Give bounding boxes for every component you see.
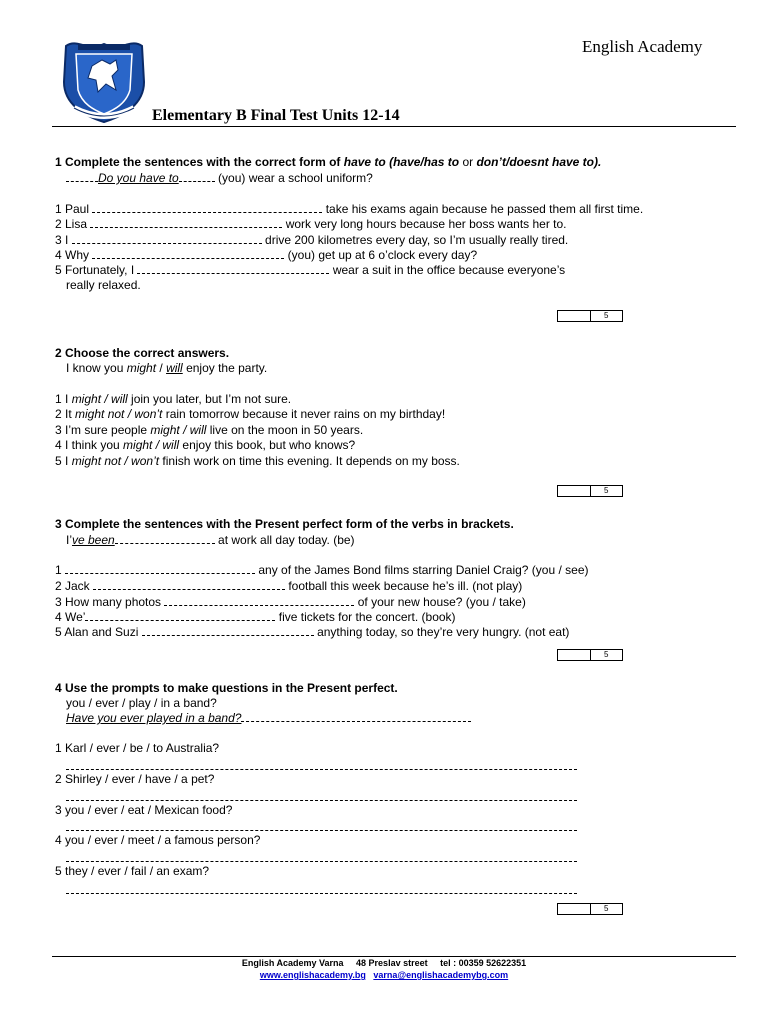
academy-logo [58,32,150,124]
section-1-item: 2 Lisa work very long hours because her boss wants her to. [55,217,567,231]
section-4-example-answer: Have you ever played in a band? [66,711,471,726]
section-2-item: 3 I’m sure people might / will live on the moon in 50 years. [55,423,364,437]
section-1-item: 4 Why (you) get up at 6 o’clock every day? [55,248,478,262]
section-4-prompt: 1 Karl / ever / be / to Australia? [55,741,220,755]
section-3-item: 5 Alan and Suzi anything today, so they’re very hungry. (not eat) [55,625,570,639]
answer-blank[interactable] [93,579,285,590]
section-4-prompt: 5 they / ever / fail / an exam? [55,864,210,878]
shield-crest-icon [58,32,150,124]
section-3-example: I’ve been at work all day today. (be) [66,533,355,547]
answer-blank[interactable] [142,625,314,636]
section-2-item: 4 I think you might / will enjoy this book, but who knows? [55,438,356,452]
answer-blank[interactable] [137,263,329,274]
section-3-item: 1 any of the James Bond films starring Daniel Craig? (you / see) [55,563,589,577]
header-rule [52,126,736,127]
academy-name: English Academy [582,37,703,56]
answer-blank[interactable] [92,248,284,259]
footer-address: English Academy Varna 48 Preslav street tel : 00359 52622351 [241,958,527,968]
section-1-item: 1 Paul take his exams again because he passed them all first time. [55,202,644,216]
answer-line[interactable] [66,830,577,831]
email-link[interactable]: varna@englishacademybg.com [373,970,509,980]
score-box[interactable]: 5 [557,903,623,915]
score-box[interactable]: 5 [557,310,623,322]
page-title: Elementary B Final Test Units 12-14 [152,107,400,124]
answer-line[interactable] [66,893,577,894]
website-link[interactable]: www.englishacademy.bg [259,970,366,980]
score-box[interactable]: 5 [557,485,623,497]
section-2-item: 1 I might / will join you later, but I’m not sure. [55,392,292,406]
section-1-example: Do you have to (you) wear a school uniform? [66,171,373,186]
choice-options[interactable]: might not / won’t [75,407,163,421]
section-4-prompt: 2 Shirley / ever / have / a pet? [55,772,215,786]
section-2-heading: 2 Choose the correct answers. [55,346,230,360]
section-1-item-cont: really relaxed. [66,278,141,292]
answer-blank[interactable] [85,610,275,621]
answer-blank[interactable] [92,202,322,213]
choice-options[interactable]: might / will [71,392,128,406]
footer-links [0,970,768,980]
section-3-item: 3 How many photos of your new house? (you / take) [55,595,526,609]
choice-options[interactable]: might not / won’t [71,454,160,468]
footer-rule [52,956,736,957]
section-4-prompt: 4 you / ever / meet / a famous person? [55,833,261,847]
choice-options[interactable]: might / will [123,438,180,452]
section-3-item: 2 Jack football this week because he’s ill. (not play) [55,579,523,593]
section-4-prompt: 3 you / ever / eat / Mexican food? [55,803,233,817]
score-box[interactable]: 5 [557,649,623,661]
choice-options[interactable]: might / will [150,423,207,437]
answer-blank[interactable] [72,233,262,244]
answer-blank[interactable] [65,563,255,574]
section-1-item: 3 I drive 200 kilometres every day, so I’m usually really tired. [55,233,569,247]
section-2-example: I know you might / will enjoy the party. [66,361,268,375]
answer-blank[interactable] [90,217,282,228]
answer-line[interactable] [66,769,577,770]
section-4-example-prompt: you / ever / play / in a band? [66,696,217,710]
section-4-heading: 4 Use the prompts to make questions in the Present perfect. [55,681,398,695]
section-1-heading: 1 Complete the sentences with the correct form of have to (have/has to or don’t/doesnt have to). [55,155,602,169]
section-3-item: 4 We’ five tickets for the concert. (book) [55,610,456,624]
section-2-item: 2 It might not / won’t rain tomorrow because it never rains on my birthday! [55,407,446,421]
section-3-heading: 3 Complete the sentences with the Present perfect form of the verbs in brackets. [55,517,514,531]
section-1-item: 5 Fortunately, I wear a suit in the office because everyone’s [55,263,566,277]
answer-line[interactable] [66,861,577,862]
section-2-item: 5 I might not / won’t finish work on time this evening. It depends on my boss. [55,454,460,468]
answer-blank[interactable] [164,595,354,606]
answer-line[interactable] [66,800,577,801]
